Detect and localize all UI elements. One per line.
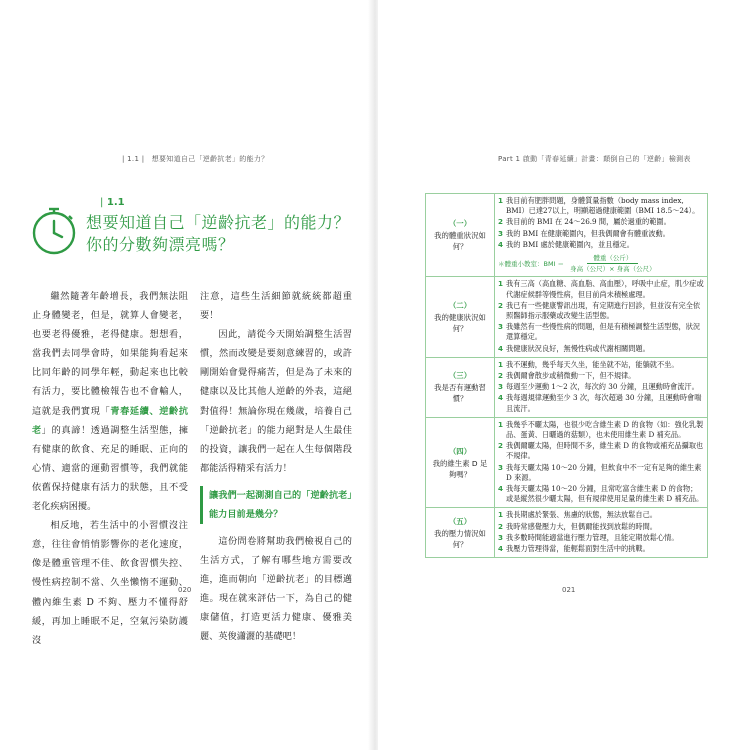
body-column-2 (200, 287, 352, 647)
option-text: 我雖然有一些慢性病的問題，但是有積極調整生活型態，狀況還算穩定。 (506, 322, 701, 342)
answer-option (498, 484, 704, 504)
option-number: 4 (498, 393, 504, 403)
option-number: 1 (498, 510, 504, 520)
option-number: 2 (498, 521, 504, 531)
paragraph: 相反地，若生活中的小習慣沒注意，往往會悄悄影響你的老化速度，像是體重管理不佳、飲食習慣失控、慢性病控制不當、久坐懶惰不運動、體內維生素 D 不夠、壓力不懂得舒緩，再加上睡眠不足，空氣污染防護沒 (32, 520, 188, 646)
section-title-line1: 想要知道自己「逆齡抗老」的能力？ (86, 213, 351, 232)
question-category (426, 508, 495, 558)
answer-option (498, 371, 704, 381)
option-text: 我有三高（高血糖、高血脂、高血壓），呼吸中止症，肌少症或代謝症候群等慢性病，但目前尚未積極處理。 (506, 279, 704, 299)
answer-option (498, 510, 704, 520)
option-text: 我幾乎不曬太陽，也很少吃含維生素 D 的食物（如：強化乳製品、蛋黃、日曬過的菇類），也未使用維生素 D 補充品。 (506, 419, 704, 440)
option-text: 我每天曬太陽 10～20 分鐘，但飲食中不一定有足夠的維生素 D 來源。 (506, 462, 702, 482)
paragraph: 因此，請從今天開始調整生活習慣，然而改變是要刻意練習的，或許剛開始會覺得痛苦，但是為了未來的健康以及比其他人逆齡的外表，這絕對值得！無論你現在幾歲，培養自己「逆齡抗老」的能力絕對是人生最佳的投資，讓我們一起在人生每個階段都能活得精采有活力！ (200, 329, 352, 474)
option-text: 我長期處於緊張、焦慮的狀態，無法放鬆自己。 (506, 510, 657, 520)
option-text: 我壓力管理得當，能輕鬆面對生活中的挑戰。 (506, 544, 650, 554)
question-title: 我的健康狀況如何？ (434, 313, 486, 334)
question-number: （三） (448, 371, 472, 381)
answer-option (498, 420, 704, 440)
paragraph (32, 287, 188, 516)
option-number: 1 (498, 279, 504, 289)
formula-denominator: 身高（公尺）× 身高（公尺） (570, 265, 656, 274)
formula-fraction (568, 253, 658, 274)
answer-option (498, 240, 704, 250)
left-page (0, 0, 372, 750)
question-category (426, 357, 495, 417)
option-text: 我不運動，幾乎每天久坐，能坐就不站，能躺就不坐。 (506, 359, 679, 369)
option-number: 2 (498, 217, 504, 227)
option-number: 2 (498, 300, 504, 310)
option-text: 我目前有肥胖問題，身體質量指數（body mass index, BMI）已達27以上，明顯超過健康範圍（BMI 18.5～24）。 (506, 196, 700, 216)
question-title: 我的壓力情況如何？ (434, 528, 486, 549)
highlight-text: 青春延續、逆齡抗老 (32, 405, 189, 436)
option-text: 我每週規律運動至少 3 次，每次超過 30 分鐘，且運動時會喘且流汗。 (506, 393, 702, 413)
question-title: 我的維生素 D 足夠嗎？ (432, 458, 488, 479)
option-number: 3 (498, 462, 504, 472)
option-number: 1 (498, 359, 504, 369)
question-category (426, 417, 495, 508)
table-row (426, 417, 708, 508)
paragraph-text: 」的真諦！透過調整生活型態，擁有健康的飲食、充足的睡眠、正向的心情、適當的運動習慣等，我們就能依舊保持健康有活力的狀態，且不受老化疾病困擾。 (32, 424, 189, 513)
section-number-text: 1.1 (106, 197, 125, 208)
paragraph: 這份問卷將幫助我們檢視自己的生活方式，了解有哪些地方需要改進，進而朝向「逆齡抗老」的目標邁進。現在就來評估一下，為自己的健康儲值，打造更活力健康、優雅美麗、英俊瀟灑的基礎吧！ (200, 535, 352, 643)
option-number: 2 (498, 371, 504, 381)
option-number: 4 (498, 484, 504, 494)
section-number: | 1.1 (100, 197, 125, 208)
running-head-right: Part 1 啟動「青春延續」計畫：顛倒自己的「逆齡」檢測表 (498, 155, 691, 163)
question-number: （一） (448, 219, 472, 229)
answer-option (498, 544, 704, 554)
question-title: 我的體重狀況如何？ (434, 231, 486, 252)
running-head-left: | 1.1 | 想要知道自己「逆齡抗老」的能力？ (122, 155, 269, 163)
answer-option (498, 522, 704, 532)
option-number: 4 (498, 239, 504, 249)
option-text: 我偶爾曬太陽，但時間不多，維生素 D 的食物或補充品攝取也不規律。 (506, 441, 704, 461)
paragraph-text: 繼然隨著年齡增長，我們無法阻止身體變老，但是，就算人會變老，也要老得優雅，老得健康。想想看，當我們去同學會時，如果能夠看起來比同年齡的同學年輕，動起來也比較有活力，要比體檢報告也不會輸人，這就是我們實現「 (32, 291, 188, 417)
clock-icon (28, 205, 80, 257)
question-number: （五） (448, 516, 472, 526)
question-number: （四） (448, 446, 472, 456)
table-row (426, 277, 708, 357)
page-number-right: 021 (562, 586, 576, 594)
answer-option (498, 533, 704, 543)
answer-option (498, 344, 704, 354)
paragraph: 注意，這些生活細節就統統都超重要！ (200, 291, 352, 322)
answer-option (498, 301, 704, 321)
section-title (86, 212, 356, 256)
option-number: 4 (498, 544, 504, 554)
option-text: 我多數時間能適當進行壓力管理，且能定期放鬆心情。 (506, 532, 679, 542)
formula-label: ＊體重小教室：BMI ＝ (498, 259, 565, 268)
table-row (426, 194, 708, 277)
question-category (426, 277, 495, 357)
option-number: 1 (498, 419, 504, 429)
option-text: 我已有一些健康警訊出現，有定期進行回診，但並沒有完全依照醫師指示服藥或改變生活型態。 (506, 300, 701, 321)
table-row (426, 357, 708, 417)
answer-option (498, 229, 704, 239)
answer-options (495, 277, 708, 357)
self-assessment-table (425, 193, 708, 558)
answer-option (498, 441, 704, 461)
question-number: （二） (448, 301, 472, 311)
section-title-line2: 你的分數夠漂亮嗎？ (86, 235, 235, 254)
answer-option (498, 360, 704, 370)
answer-option (498, 463, 704, 483)
option-text: 我偶爾會散步或稍微動一下，但不規律。 (506, 371, 636, 381)
option-text: 每週至少運動 1～2 次，每次約 30 分鐘，且運動時會流汗。 (506, 382, 699, 392)
page-number-left: 020 (178, 586, 192, 594)
question-category (426, 194, 495, 277)
option-number: 1 (498, 196, 504, 205)
option-text: 我時常感覺壓力大，但偶爾能找到放鬆的時間。 (506, 521, 657, 531)
answer-option (498, 322, 704, 342)
answer-option (498, 393, 704, 413)
formula-numerator: 體重（公斤） (587, 253, 638, 264)
option-text: 我健康狀況良好，無慢性病或代謝相關問題。 (506, 343, 650, 353)
option-text: 我的 BMI 在健康範圍內，但我偶爾會有體重波動。 (506, 228, 670, 238)
answer-option (498, 382, 704, 392)
option-text: 我每天曬太陽 10～20 分鐘，且常吃富含維生素 D 的食物；或是縱然很少曬太陽，但有規律使用足量的維生素 D 補充品。 (506, 484, 704, 504)
table-row (426, 508, 708, 558)
option-number: 3 (498, 228, 504, 238)
option-number: 3 (498, 532, 504, 542)
option-text: 我的 BMI 處於健康範圍內，並且穩定。 (506, 239, 634, 249)
answer-options (495, 508, 708, 558)
bmi-formula (498, 253, 704, 274)
answer-options (495, 417, 708, 508)
callout-question: 讓我們一起測測自己的「逆齡抗老」能力目前是幾分？ (200, 486, 352, 524)
answer-option (498, 279, 704, 299)
option-number: 3 (498, 382, 504, 392)
option-number: 3 (498, 322, 504, 332)
answer-options (495, 357, 708, 417)
answer-option (498, 196, 704, 216)
body-column-1 (32, 287, 188, 650)
answer-options (495, 194, 708, 277)
answer-option (498, 217, 704, 227)
option-number: 2 (498, 441, 504, 451)
question-title: 我是否有運動習慣？ (434, 383, 486, 404)
option-number: 4 (498, 343, 504, 353)
option-text: 我目前的 BMI 在 24～26.9 間，屬於過重的範圍。 (506, 217, 671, 227)
